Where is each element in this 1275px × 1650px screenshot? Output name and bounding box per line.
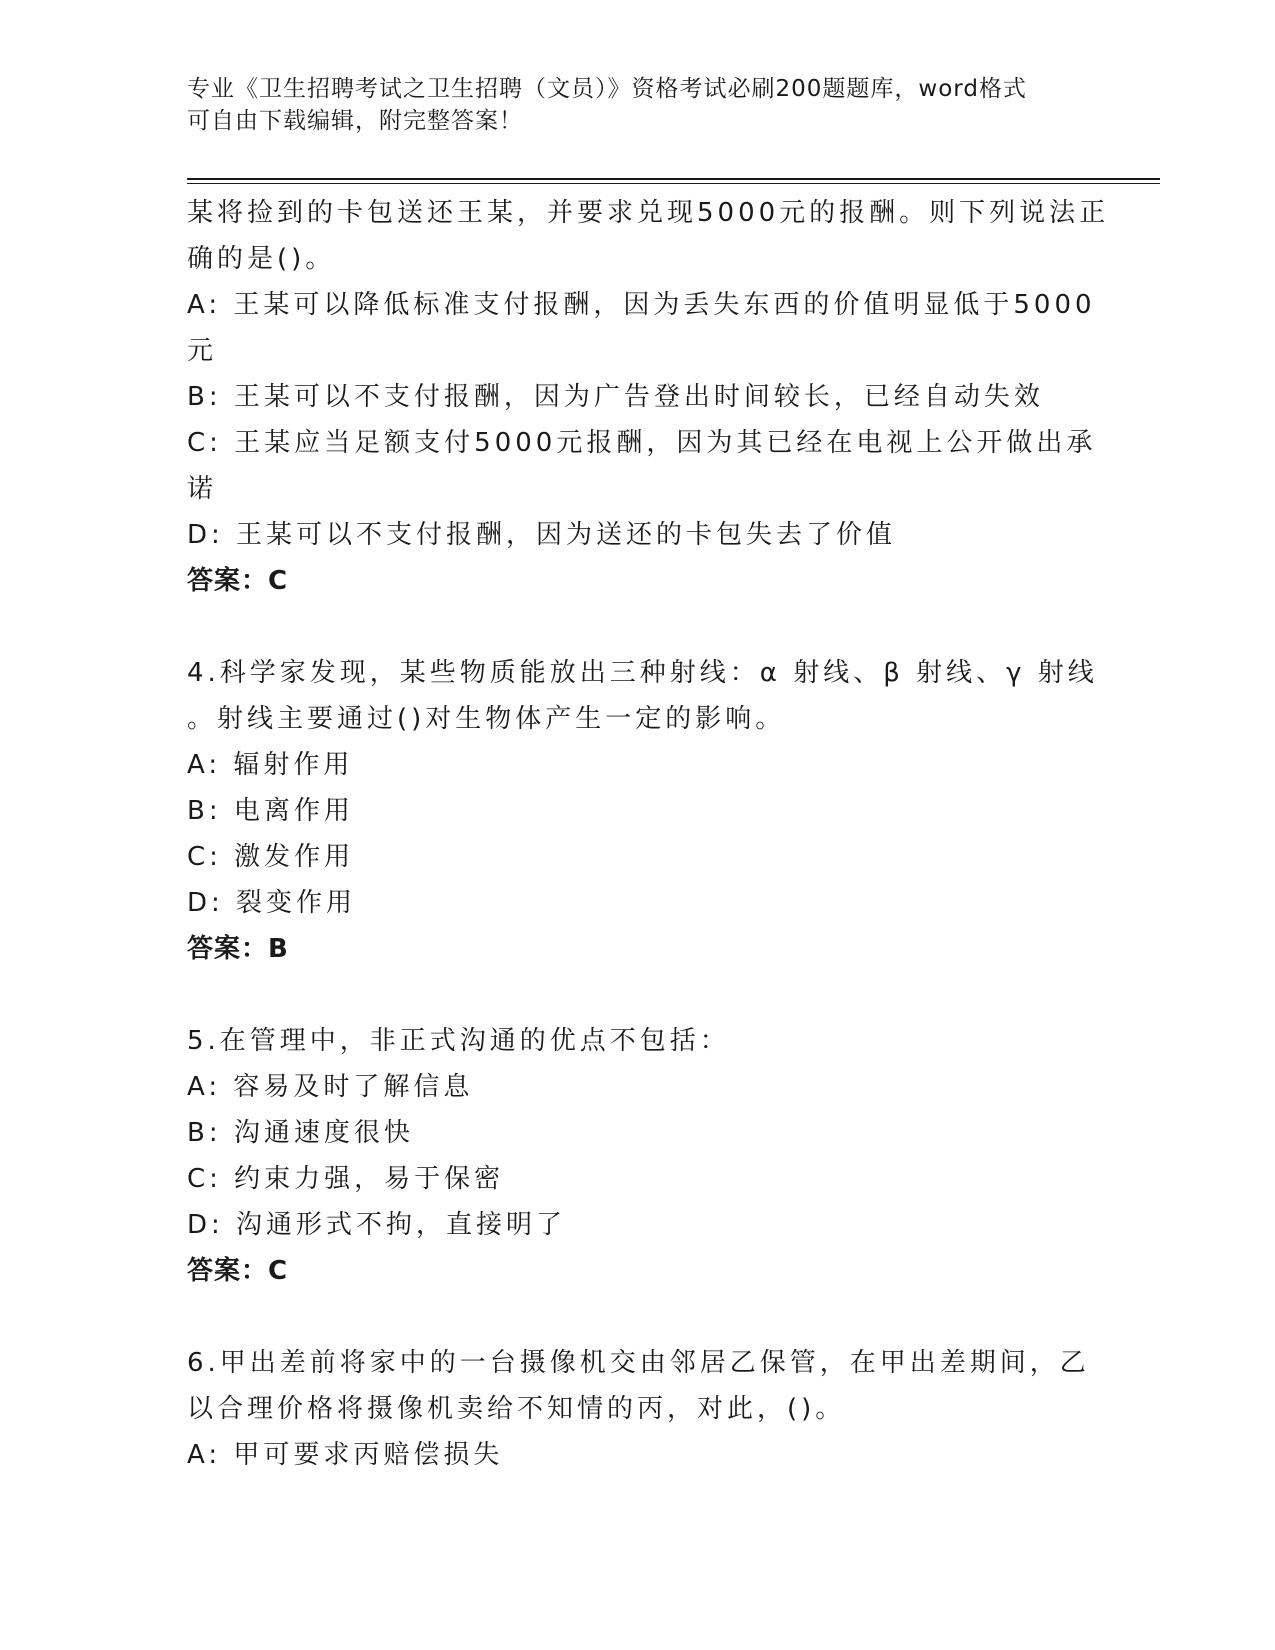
question-3 xyxy=(187,190,1110,604)
option-c-cont: 诺 xyxy=(187,474,218,504)
option-a: A: 王某可以降低标准支付报酬，因为丢失东西的价值明显低于5000 xyxy=(187,290,1096,320)
header-line-1: 专业《卫生招聘考试之卫生招聘（文员）》资格考试必刷200题题库，word格式 xyxy=(187,76,1027,102)
header-rule-thin xyxy=(187,183,1160,184)
answer-label: 答案：C xyxy=(187,566,289,596)
spacer xyxy=(187,972,1087,1018)
question-stem: 某将捡到的卡包送还王某，并要求兑现5000元的报酬。则下列说法正 xyxy=(187,198,1110,228)
option-a: A: 甲可要求丙赔偿损失 xyxy=(187,1440,504,1470)
spacer xyxy=(187,1294,1087,1340)
question-stem: 确的是()。 xyxy=(187,244,336,274)
option-d: D: 王某可以不支付报酬，因为送还的卡包失去了价值 xyxy=(187,520,897,550)
question-stem: 6.甲出差前将家中的一台摄像机交由邻居乙保管，在甲出差期间，乙 xyxy=(187,1348,1090,1378)
option-c: C: 激发作用 xyxy=(187,842,355,872)
question-stem: 以合理价格将摄像机卖给不知情的丙，对此，()。 xyxy=(187,1394,846,1424)
question-stem: 5.在管理中，非正式沟通的优点不包括： xyxy=(187,1026,730,1056)
answer-label: 答案：C xyxy=(187,1256,289,1286)
header-line-2: 可自由下载编辑，附完整答案！ xyxy=(187,108,523,134)
option-c: C: 约束力强，易于保密 xyxy=(187,1164,505,1194)
option-a-cont: 元 xyxy=(187,336,218,366)
option-d: D: 沟通形式不拘，直接明了 xyxy=(187,1210,567,1240)
option-b: B: 沟通速度很快 xyxy=(187,1118,414,1148)
option-a: A: 容易及时了解信息 xyxy=(187,1072,474,1102)
question-stem: 。射线主要通过()对生物体产生一定的影响。 xyxy=(187,704,786,734)
document-header xyxy=(187,73,1087,137)
document-body xyxy=(187,190,1110,1478)
option-a: A: 辐射作用 xyxy=(187,750,354,780)
option-d: D: 裂变作用 xyxy=(187,888,357,918)
answer-label: 答案：B xyxy=(187,934,289,964)
spacer xyxy=(187,604,1087,650)
question-6 xyxy=(187,1340,1090,1478)
option-b: B: 王某可以不支付报酬，因为广告登出时间较长，已经自动失效 xyxy=(187,382,1044,412)
option-b: B: 电离作用 xyxy=(187,796,354,826)
question-5 xyxy=(187,1018,1087,1294)
question-stem: 4.科学家发现，某些物质能放出三种射线：α 射线、β 射线、γ 射线 xyxy=(187,658,1098,688)
option-c: C: 王某应当足额支付5000元报酬，因为其已经在电视上公开做出承 xyxy=(187,428,1097,458)
question-4 xyxy=(187,650,1098,972)
header-rule-thick xyxy=(187,178,1160,180)
